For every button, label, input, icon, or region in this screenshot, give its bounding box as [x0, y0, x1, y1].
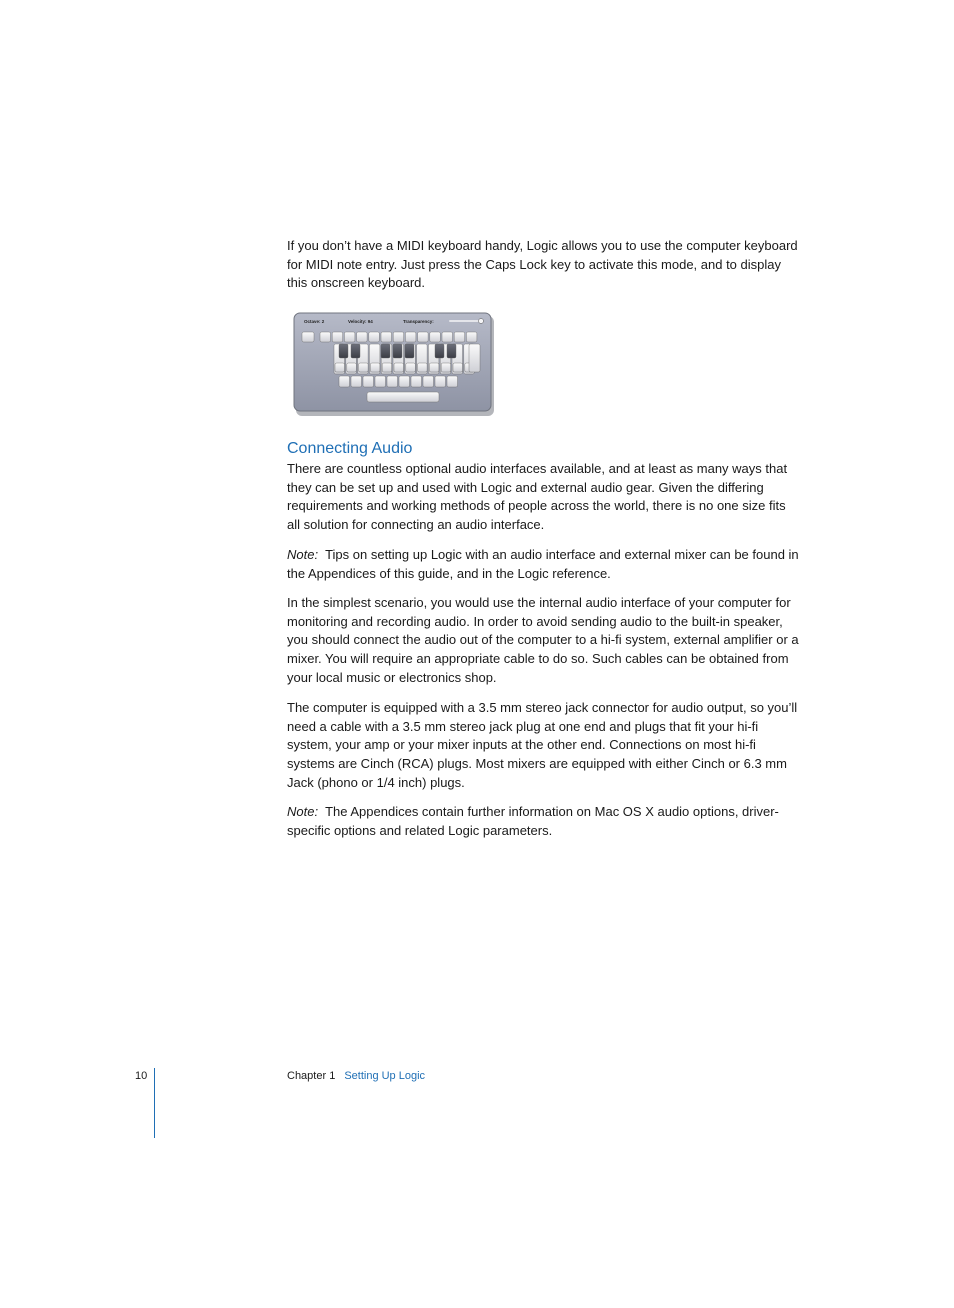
footer-rule [154, 1068, 155, 1138]
letter-key [382, 363, 392, 372]
note-paragraph [287, 803, 802, 840]
number-key [332, 332, 343, 342]
intro-text: If you don’t have a MIDI keyboard handy, Logic allows you to use the computer keyboard for MIDI note entry. Just press the Caps Lock key to activate this mode, and to display this onscreen keyboard. [287, 238, 798, 291]
bottom-row-key [363, 376, 374, 387]
bottom-row-key [435, 376, 446, 387]
letter-key [418, 363, 428, 372]
paragraph-text: In the simplest scenario, you would use the internal audio interface of your computer for monitoring and recording audio. In order to avoid sending audio to the built-in speaker, you should connect the audio out of the computer to a hi-fi system, external amplifier or a mixer. You will require an appropriate cable to do so. Such cables can be obtained from your local music or electronics shop. [287, 595, 799, 685]
octave-label: Octave: 2 [304, 319, 325, 324]
bottom-row-key [423, 376, 434, 387]
note-paragraph [287, 546, 802, 583]
intro-paragraph [287, 237, 802, 293]
number-key [442, 332, 453, 342]
letter-key [370, 363, 380, 372]
bottom-row-key [387, 376, 398, 387]
paragraph [287, 460, 802, 535]
bottom-row-key [447, 376, 458, 387]
paragraph [287, 594, 802, 688]
chapter-title-link[interactable]: Setting Up Logic [344, 1070, 426, 1082]
number-key [369, 332, 380, 342]
note-text: The Appendices contain further information on Mac OS X audio options, driver-specific options and related Logic parameters. [287, 804, 779, 838]
number-key [320, 332, 331, 342]
number-key [418, 332, 429, 342]
right-edge-key [469, 344, 480, 372]
bottom-row-key [339, 376, 350, 387]
page-number: 10 [135, 1070, 148, 1082]
note-text: Tips on setting up Logic with an audio interface and external mixer can be found in the Appendices of this guide, and in the Logic reference. [287, 547, 799, 581]
piano-black-key [339, 344, 348, 358]
bottom-row-key [375, 376, 386, 387]
esc-key [302, 332, 314, 342]
number-key [344, 332, 355, 342]
footer-chapter [287, 1070, 425, 1082]
bottom-row-key [399, 376, 410, 387]
letter-key [453, 363, 463, 372]
paragraph-text: There are countless optional audio interfaces available, and at least as many ways that they can be set up and used with Logic and external audio gear. Given the differing requirements and working methods of people across the world, there is no one size fits all solution for connecting an audio interface. [287, 461, 788, 533]
number-key [405, 332, 416, 342]
letter-key [335, 363, 345, 372]
letter-key [441, 363, 451, 372]
note-label: Note: [287, 547, 319, 562]
velocity-label: Velocity: 94 [348, 319, 373, 324]
onscreen-keyboard-figure [293, 312, 495, 418]
piano-black-key [381, 344, 390, 358]
letter-key [429, 363, 439, 372]
transparency-label: Transparency: [403, 319, 434, 324]
transparency-slider-knob [479, 319, 484, 324]
letter-key [394, 363, 404, 372]
number-key [357, 332, 368, 342]
piano-black-key [447, 344, 456, 358]
transparency-slider-track [449, 320, 483, 322]
note-label: Note: [287, 804, 319, 819]
number-key [454, 332, 465, 342]
letter-key [406, 363, 416, 372]
paragraph-text: The computer is equipped with a 3.5 mm stereo jack connector for audio output, so you’ll need a cable with a 3.5 mm stereo jack plug at one end and plugs that fit your hi-fi system, your amp or your mixer inputs at the other end. Connections on most hi-fi systems are Cinch (RCA) plugs. Most mixers are equipped with either Cinch or 6.3 mm Jack (phono or 1/4 inch) plugs. [287, 700, 798, 790]
spacebar-key [367, 392, 439, 402]
paragraph [287, 699, 802, 793]
bottom-row-key [351, 376, 362, 387]
number-key [381, 332, 392, 342]
number-key [430, 332, 441, 342]
bottom-row-key [411, 376, 422, 387]
letter-key [347, 363, 357, 372]
number-key [466, 332, 477, 342]
piano-black-key [435, 344, 444, 358]
section-heading: Connecting Audio [287, 440, 413, 457]
chapter-label: Chapter 1 [287, 1070, 336, 1082]
piano-black-key [393, 344, 402, 358]
letter-key [359, 363, 369, 372]
piano-black-key [351, 344, 360, 358]
piano-black-key [405, 344, 414, 358]
number-key [393, 332, 404, 342]
